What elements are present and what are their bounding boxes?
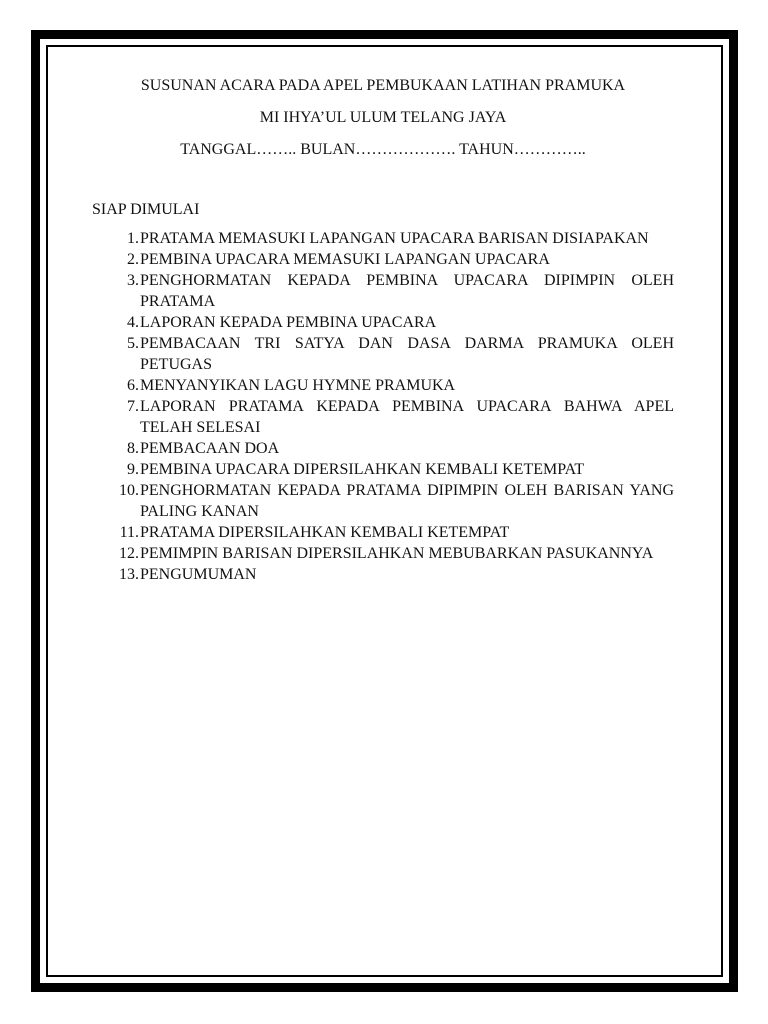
agenda-item-text: PRATAMA MEMASUKI LAPANGAN UPACARA BARISAN DISIAPAKAN xyxy=(140,230,649,247)
agenda-item-text: PEMBACAAN TRI SATYA DAN DASA DARMA PRAMUKA OLEH PETUGAS xyxy=(140,335,674,373)
agenda-item-text: PEMBINA UPACARA MEMASUKI LAPANGAN UPACARA xyxy=(140,251,550,268)
agenda-item-number: 5. xyxy=(127,335,139,352)
agenda-item-number: 2. xyxy=(127,251,139,268)
agenda-item xyxy=(92,459,674,480)
agenda-item xyxy=(92,522,674,543)
agenda-item xyxy=(92,564,674,585)
agenda-item-number: 4. xyxy=(127,314,139,331)
agenda-item xyxy=(92,312,674,333)
agenda-item-number: 8. xyxy=(127,440,139,457)
agenda-item xyxy=(92,438,674,459)
agenda-item xyxy=(92,543,674,564)
agenda-item xyxy=(92,228,674,249)
agenda-item-number: 10. xyxy=(119,482,139,499)
agenda-item xyxy=(92,333,674,375)
school-name: MI IHYA’UL ULUM TELANG JAYA xyxy=(259,109,507,126)
agenda-item-text: MENYANYIKAN LAGU HYMNE PRAMUKA xyxy=(140,377,456,394)
document-title: SUSUNAN ACARA PADA APEL PEMBUKAAN LATIHAN PRAMUKA xyxy=(140,77,626,94)
agenda-item-text: PEMIMPIN BARISAN DIPERSILAHKAN MEBUBARKAN PASUKANNYA xyxy=(140,545,654,562)
agenda-item-text: PEMBACAAN DOA xyxy=(140,440,280,457)
agenda-item-number: 3. xyxy=(127,272,139,289)
agenda-item-text: PENGUMUMAN xyxy=(140,566,257,583)
agenda-item xyxy=(92,249,674,270)
agenda-item-number: 11. xyxy=(119,524,139,541)
agenda-item-text: LAPORAN KEPADA PEMBINA UPACARA xyxy=(140,314,437,331)
agenda-item-number: 1. xyxy=(127,230,139,247)
agenda-item-number: 9. xyxy=(127,461,139,478)
agenda-item-number: 12. xyxy=(119,545,139,562)
agenda-item-text: PEMBINA UPACARA DIPERSILAHKAN KEMBALI KETEMPAT xyxy=(140,461,585,478)
agenda-item-text: PENGHORMATAN KEPADA PEMBINA UPACARA DIPIMPIN OLEH PRATAMA xyxy=(140,272,674,310)
agenda-item-text: PENGHORMATAN KEPADA PRATAMA DIPIMPIN OLEH BARISAN YANG PALING KANAN xyxy=(140,482,674,520)
agenda-item-number: 13. xyxy=(119,566,139,583)
agenda-item-text: LAPORAN PRATAMA KEPADA PEMBINA UPACARA BAHWA APEL TELAH SELESAI xyxy=(140,398,674,436)
agenda-item-number: 7. xyxy=(127,398,139,415)
agenda-item xyxy=(92,270,674,312)
intro-text: SIAP DIMULAI xyxy=(92,201,200,218)
agenda-item-number: 6. xyxy=(127,377,139,394)
agenda-item xyxy=(92,480,674,522)
agenda-item xyxy=(92,375,674,396)
date-line: TANGGAL…….. BULAN………………. TAHUN………….. xyxy=(180,141,586,158)
agenda-item-text: PRATAMA DIPERSILAHKAN KEMBALI KETEMPAT xyxy=(140,524,510,541)
agenda-list xyxy=(92,228,674,585)
document-content xyxy=(92,76,674,585)
agenda-item xyxy=(92,396,674,438)
